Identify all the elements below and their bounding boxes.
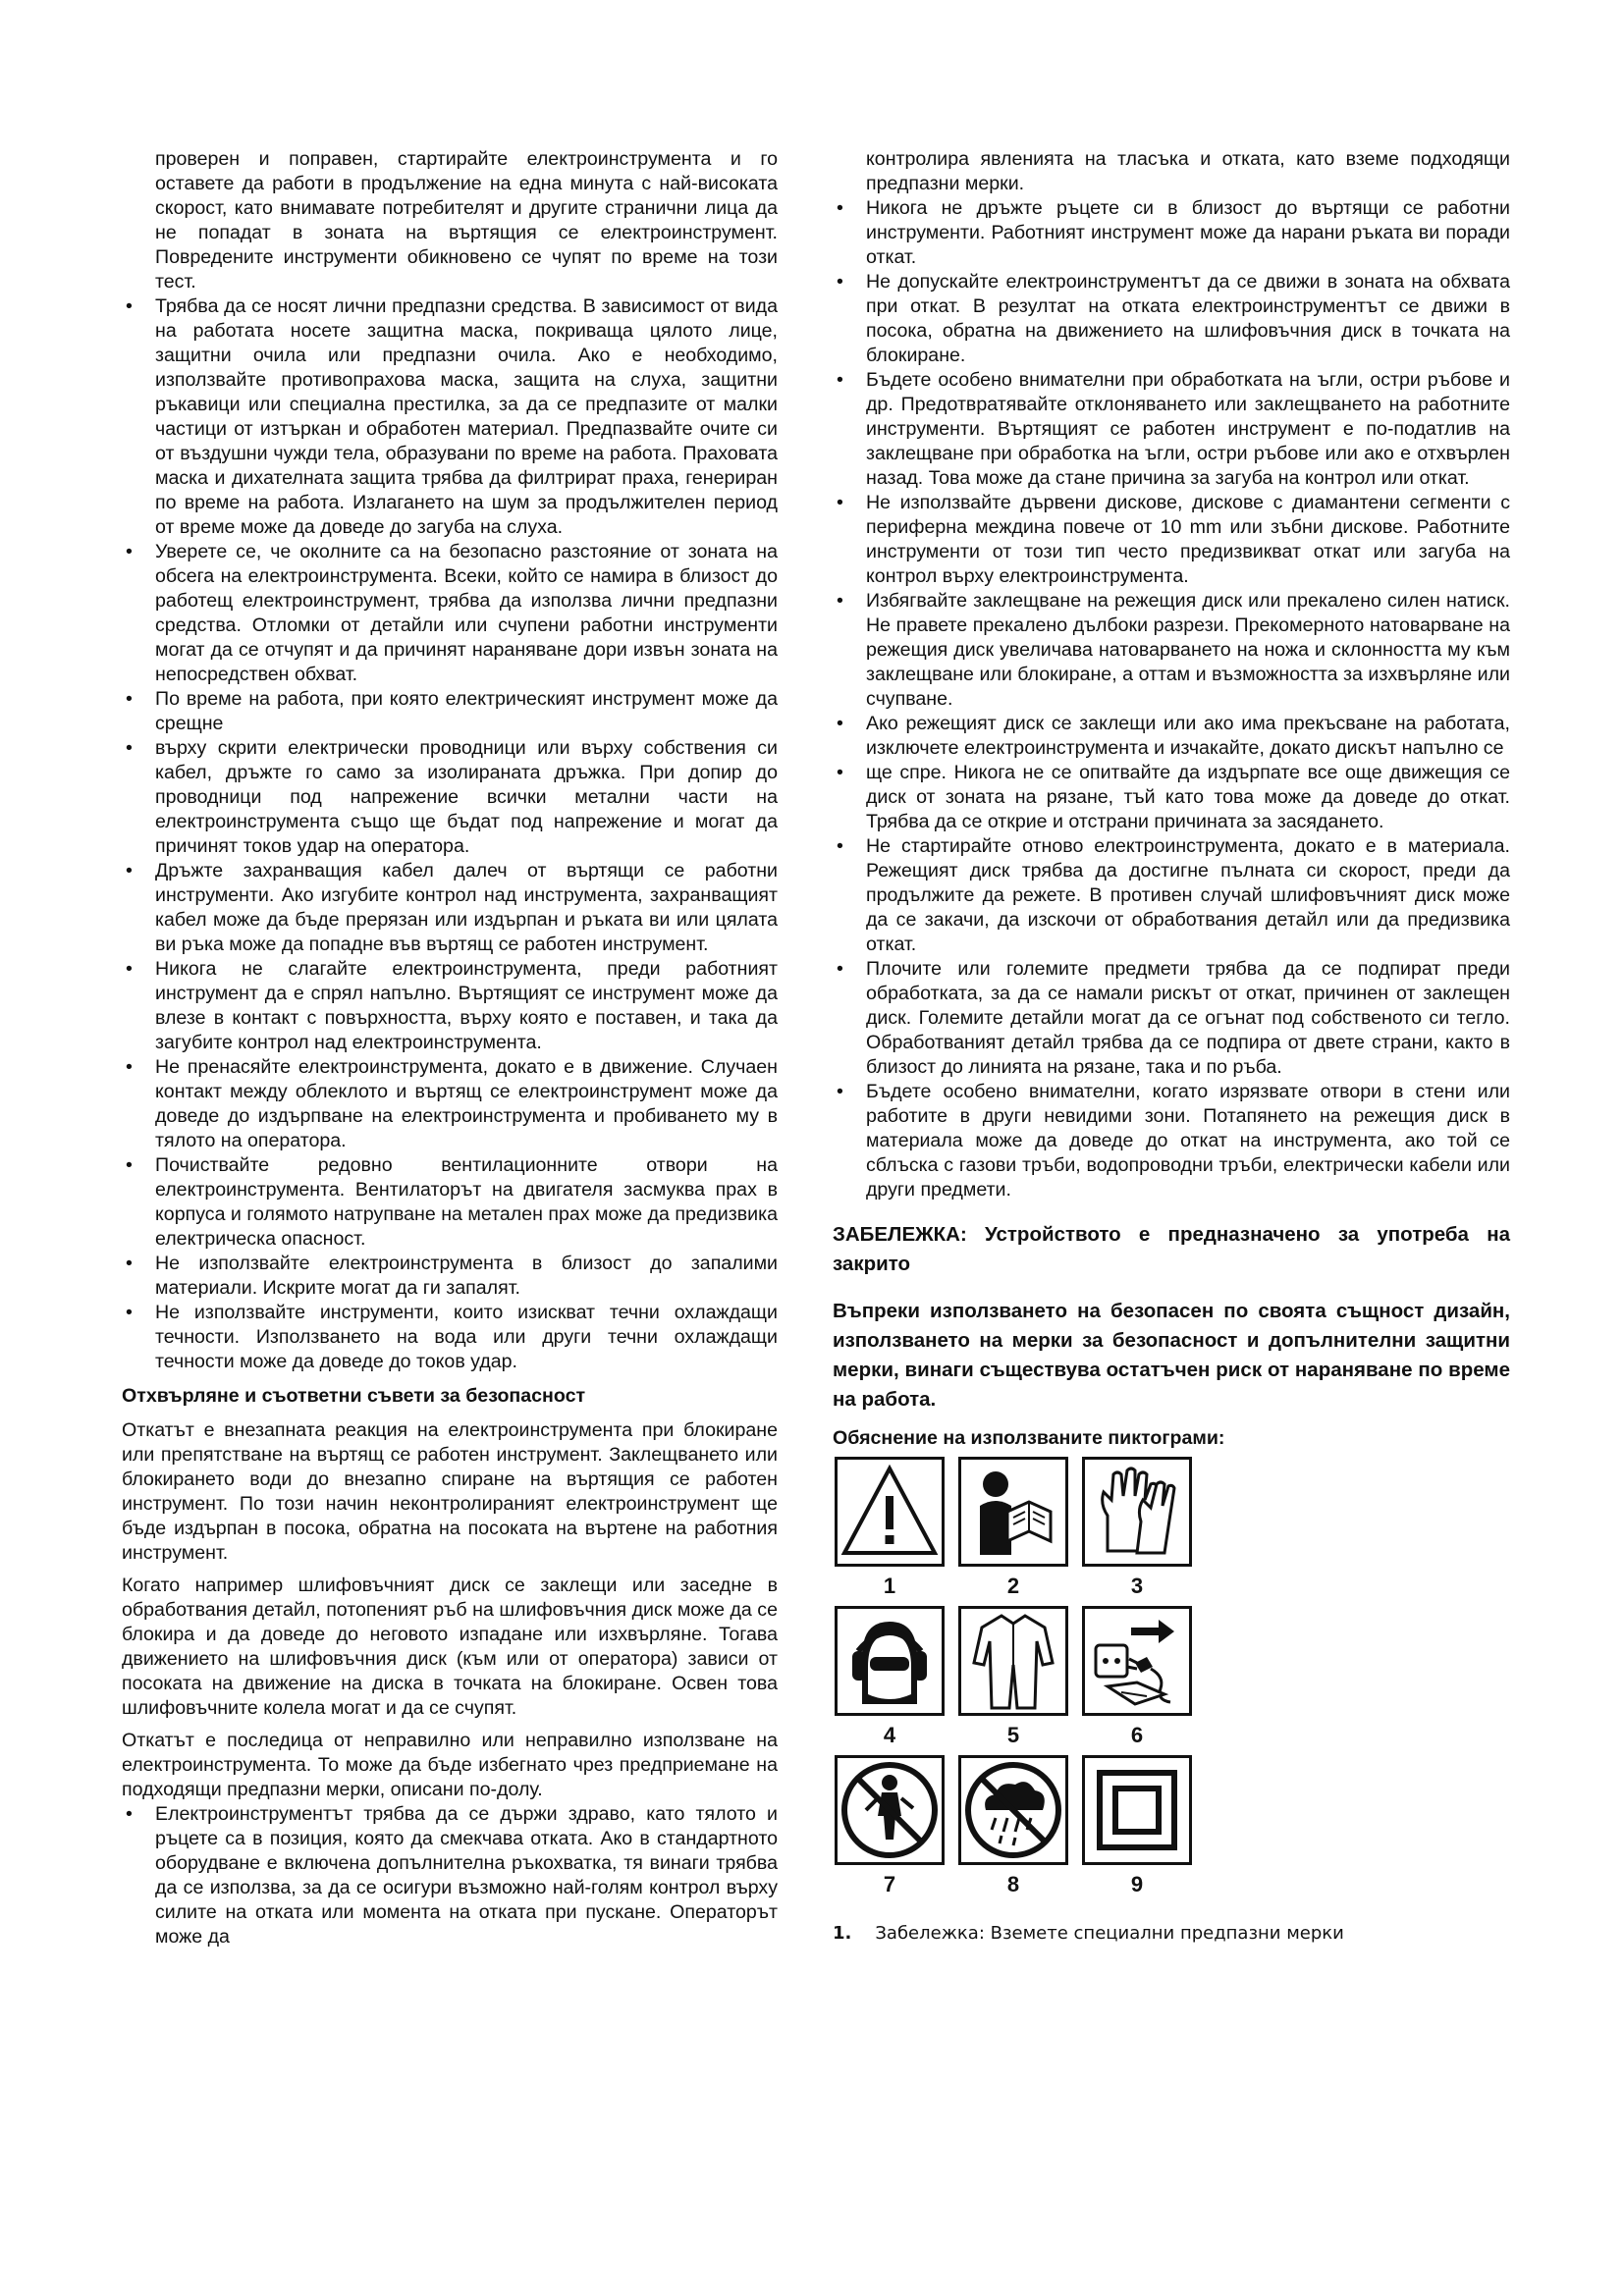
- list-item: • Плочите или големите предмети трябва да се подпират преди обработката, за да се намали рискът от откат, причинен от заклещен диск. Големите детайли могат да се огънат под собственото си тегло. Обработваният детайл трябва да се подпира от двете страни, както в близост до линията на рязане, така и по ръба.: [833, 957, 1510, 1080]
- list-item: • Не стартирайте отново електроинструмента, докато е в материала. Режещият диск трябва да достигне пълната си скорост, преди да продължите да режете. В противен случай шлифовъчният диск може да се закачи, да изскочи от обработвания детайл или да предизвика откат.: [833, 834, 1510, 957]
- list-item: • Бъдете особено внимателни при обработката на ъгли, остри ръбове и др. Предотвратявайте отклоняването или заклещването на работните инструменти. Въртящият се работен инструмент е по-податлив на заклещване при обработка на ъгли, остри ръбове или ако е отхвърлен назад. Това може да стане причина за загуба на контрол или откат.: [833, 368, 1510, 491]
- pictogram-3: [1082, 1457, 1192, 1606]
- footnote: [833, 1922, 1510, 1946]
- list-item: • Уверете се, че околните са на безопасно разстояние от зоната на обсега на електроинструмента. Всеки, който се намира в близост до работещ електроинструмент, трябва да използва лични предпазни средства. Отломки от детайли или счупени работни инструменти могат да се отчупят и да причинят нараняване дори извън зоната на непосредствен обхват.: [122, 540, 778, 687]
- kickback-paragraph-2: Когато например шлифовъчният диск се заклещи или заседне в обработвания детайл, потопеният ръб на шлифовъчния диск може да се блокира и да доведе до неговото изпадане или изхвърляне. Тогава движението на шлифовъчния диск (към или от оператора) зависи от посоката на движение на диска в точката на блокиране. Освен това шлифовъчните колела могат и да се счупят.: [122, 1575, 778, 1719]
- pictogram-number: 9: [1130, 1872, 1144, 1896]
- kickback-paragraph-1: Откатът е внезапната реакция на електроинструмента при блокиране или препятстване на въртящ се работен инструмент. Заклещването или блокирането води до внезапно спиране на въртящия се работен инструмент. По този начин неконтролираният електроинструмент ще бъде издърпан в посока, обратна на посоката на въртене на работния инструмент.: [122, 1419, 778, 1564]
- pictogram-9: [1082, 1755, 1192, 1904]
- continued-paragraph: контролира явленията на тласъка и отката, като вземе подходящи предпазни мерки.: [866, 148, 1510, 194]
- list-item: • Никога не дръжте ръцете си в близост до въртящи се работни инструменти. Работният инструмент може да нарани ръката ви поради откат.: [833, 196, 1510, 270]
- residual-risk-note: Въпреки използването на безопасен по своята същност дизайн, използването на мерки за безопасност и допълнителни защитни мерки, винаги съществува остатъчен риск от нараняване по време на работа.: [833, 1300, 1510, 1411]
- pictograms-heading: Обяснение на използваните пиктограми:: [833, 1427, 1225, 1449]
- list-item: • Почиствайте редовно вентилационните отвори на електроинструмента. Вентилаторът на двигателя засмуква прах в корпуса и голямото натрупване на метален прах може да предизвика електрическа опасност.: [122, 1153, 778, 1252]
- pictogram-5: [958, 1606, 1068, 1755]
- list-item: • Никога не слагайте електроинструмента, преди работният инструмент да е спрял напълно. Въртящият се инструмент може да влезе в контакт с повърхността, върху която е поставен, и така да загубите контрол над електроинструмента.: [122, 957, 778, 1055]
- list-item: • Дръжте захранващия кабел далеч от въртящи се работни инструменти. Ако изгубите контрол над инструмента, захранващият кабел може да бъде прерязан или издърпан и ръката ви или цялата ви ръка може да попадне във въртящ се работен инструмент.: [122, 859, 778, 957]
- list-item: • върху скрити електрически проводници или върху собствения си кабел, дръжте го само за изолираната дръжка. При допир до проводници под напрежение всички метални части на електроинструмента също ще бъдат под напрежение и могат да причинят токов удар на оператора.: [122, 736, 778, 859]
- list-item: • Ако режещият диск се заклещи или ако има прекъсване на работата, изключете електроинструмента и изчакайте, докато дискът напълно се: [833, 712, 1510, 761]
- list-item: • Електроинструментът трябва да се държи здраво, като тялото и ръцете са в позиция, която да смекчава отката. Ако в стандартното оборудване е включена допълнителна ръкохватка, тя винаги трябва да се използва, за да се осигури възможно най-голям контрол върху силите на отката или момента на отката при пускане. Операторът може да: [122, 1802, 778, 1949]
- list-item: • Бъдете особено внимателни, когато изрязвате отвори в стени или работите в други невидими зони. Потапянето на режещия диск в материала може да доведе до откат на инструмента, ако той се сблъска с газови тръби, водопроводни тръби, електрически кабели или други предмети.: [833, 1080, 1510, 1202]
- pictogram-8: [958, 1755, 1068, 1904]
- kickback-heading: Отхвърляне и съответни съвети за безопасност: [122, 1385, 586, 1407]
- read-manual-icon: [958, 1457, 1068, 1567]
- kickback-list-left: [122, 1802, 778, 1949]
- intro-paragraph: проверен и поправен, стартирайте електроинструмента и го оставете да работи в продължение на една минута с най-високата скорост, като внимавате потребителят и другите странични лица да не попадат в зоната на въртящия се електроинструмент. Повредените инструменти обикновено се чупят по време на този тест.: [155, 148, 778, 293]
- pictogram-1: [835, 1457, 945, 1606]
- no-children-icon: [835, 1755, 945, 1865]
- pictogram-number: 6: [1130, 1723, 1144, 1747]
- indoor-use-note: ЗАБЕЛЕЖКА: Устройството е предназначено за употреба на закрито: [833, 1223, 1510, 1275]
- list-item: • ще спре. Никога не се опитвайте да издърпате все още движещия се диск от зоната на рязане, тъй като това може да доведе до откат. Трябва да се открие и отстрани причината за засядането.: [833, 761, 1510, 834]
- pictogram-number: 7: [883, 1872, 896, 1896]
- pictogram-grid: [835, 1457, 1510, 1904]
- safety-list-right: [833, 196, 1510, 1202]
- pictogram-4: [835, 1606, 945, 1755]
- double-insulation-icon: [1082, 1755, 1192, 1865]
- pictogram-number: 1: [883, 1574, 896, 1598]
- eye-ear-protection-icon: [835, 1606, 945, 1716]
- left-column: [122, 147, 778, 1949]
- safety-list-left: [122, 294, 778, 1374]
- pictogram-number: 3: [1130, 1574, 1144, 1598]
- unplug-icon: [1082, 1606, 1192, 1716]
- pictogram-number: 8: [1006, 1872, 1020, 1896]
- pictogram-number: 4: [883, 1723, 896, 1747]
- list-item: • Избягвайте заклещване на режещия диск или прекалено силен натиск. Не правете прекалено дълбоки разрези. Прекомерното натоварване на режещия диск увеличава натоварването на ножа и склонността му към заклещване или блокиране, а оттам и възможността за изхвърляне или счупване.: [833, 589, 1510, 712]
- kickback-paragraph-3: Откатът е последица от неправилно или неправилно използване на електроинструмента. То може да бъде избегнато чрез предприемане на подходящи предпазни мерки, описани по-долу.: [122, 1730, 778, 1800]
- pictogram-2: [958, 1457, 1068, 1606]
- pictogram-number: 5: [1006, 1723, 1020, 1747]
- list-item: • Не пренасяйте електроинструмента, докато е в движение. Случаен контакт между облеклото и въртящ се електроинструмент може да доведе до издърпване на електроинструмента и пробиването му в тялото на оператора.: [122, 1055, 778, 1153]
- pictogram-number: 2: [1006, 1574, 1020, 1598]
- list-item: • Не използвайте дървени дискове, дискове с диамантени сегменти с периферна междина повече от 10 mm или зъбни дискове. Работните инструменти от този тип често предизвикват откат или загуба на контрол върху електроинструмента.: [833, 491, 1510, 589]
- list-item: • Трябва да се носят лични предпазни средства. В зависимост от вида на работата носете защитна маска, покриваща цялото лице, защитни очила или предпазни очила. Ако е необходимо, използвайте противопрахова маска, защита на слуха, защитни ръкавици или специална престилка, за да се предпазите от малки частици от изтъркан и обработен материал. Предпазвайте очите си от въздушни чужди тела, образувани по време на работа. Праховата маска и дихателната защита трябва да филтрират праха, генериран по време на работа. Излагането на шум за продължителен период от време може да доведе до загуба на слуха.: [122, 294, 778, 540]
- footnote-number: 1.: [833, 1923, 852, 1944]
- right-column: [833, 147, 1510, 1946]
- list-item: • Не използвайте електроинструмента в близост до запалими материали. Искрите могат да ги запалят.: [122, 1252, 778, 1301]
- list-item: • Не допускайте електроинструментът да се движи в зоната на обхвата при откат. В резултат на отката електроинструментът се движи в посока, обратна на движението на шлифовъчния диск в точката на блокиране.: [833, 270, 1510, 368]
- no-rain-icon: [958, 1755, 1068, 1865]
- pictogram-7: [835, 1755, 945, 1904]
- gloves-icon: [1082, 1457, 1192, 1567]
- list-item: • Не използвайте инструменти, които изискват течни охлаждащи течности. Използването на вода или други течни охлаждащи течности може да доведе до токов удар.: [122, 1301, 778, 1374]
- pictogram-6: [1082, 1606, 1192, 1755]
- footnote-text: Забележка: Вземете специални предпазни мерки: [875, 1923, 1344, 1944]
- overalls-icon: [958, 1606, 1068, 1716]
- warning-triangle-icon: [835, 1457, 945, 1567]
- list-item: • По време на работа, при която електрическият инструмент може да срещне: [122, 687, 778, 736]
